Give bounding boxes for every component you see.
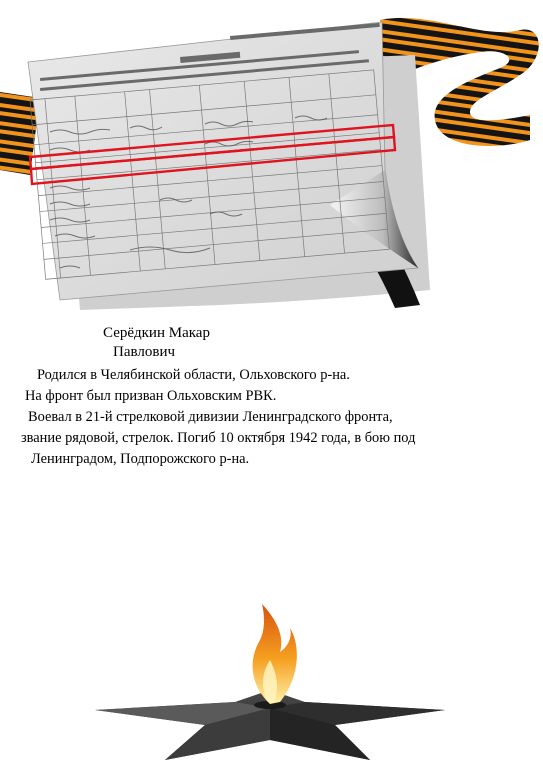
bio-line-3: Воевал в 21-й стрелковой дивизии Ленинградского фронта,	[28, 409, 393, 425]
bio-line-1: Родился в Челябинской области, Ольховского р-на.	[37, 367, 350, 383]
bio-line-5: Ленинградом, Подпорожского р-на.	[31, 451, 250, 467]
eternal-flame-icon	[80, 590, 460, 768]
bio-line-2: На фронт был призван Ольховским РВК.	[25, 388, 277, 404]
person-name-line1: Серёдкин Макар	[103, 325, 210, 341]
document-scan-image	[0, 0, 543, 320]
bio-line-4: звание рядовой, стрелок. Погиб 10 октября 1942 года, в бою под	[21, 430, 416, 446]
person-name-line2: Павлович	[113, 344, 176, 360]
